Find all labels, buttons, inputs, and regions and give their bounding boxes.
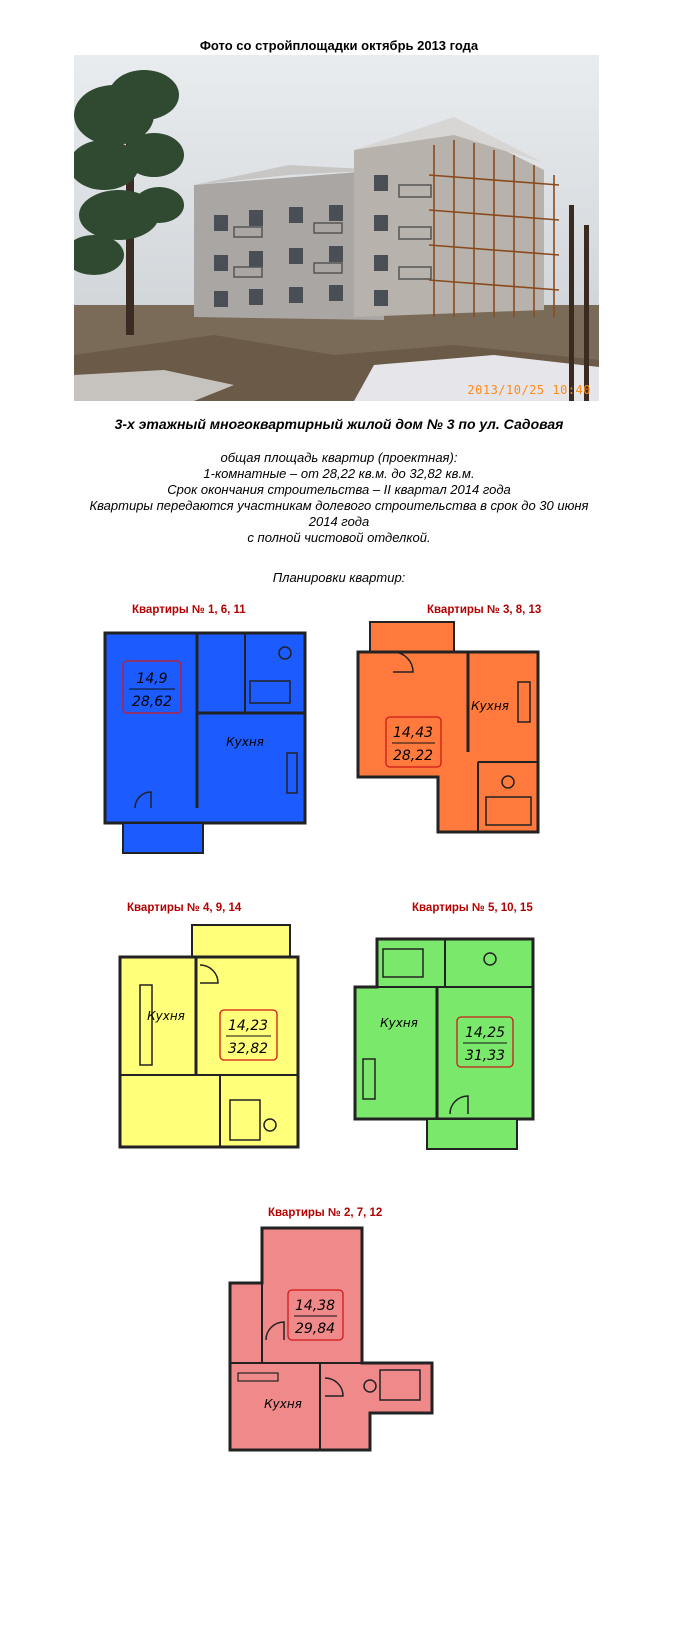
plan-3-total-area: 32,82 (227, 1041, 269, 1057)
info-line: общая площадь квартир (проектная): (220, 450, 458, 465)
plan-title-4: Квартиры № 5, 10, 15 (412, 902, 533, 914)
plan-2-total-area: 28,22 (392, 748, 434, 764)
plans-label: Планировки квартир: (272, 570, 406, 585)
plan-title-2: Квартиры № 3, 8, 13 (427, 604, 542, 616)
floor-plan-2 (358, 622, 558, 842)
floor-plan-1 (105, 633, 315, 863)
plan-5-living-area: 14,38 (294, 1298, 336, 1314)
plan-1-kitchen-label: Кухня (226, 735, 264, 749)
info-line: с полной чистовой отделкой. (247, 530, 431, 545)
plan-4-living-area: 14,25 (464, 1025, 506, 1041)
plan-title-3: Квартиры № 4, 9, 14 (127, 902, 242, 914)
photo-date-stamp: 2013/10/25 10:40 (467, 383, 591, 397)
plan-4-total-area: 31,33 (464, 1048, 506, 1064)
plan-3-living-area: 14,23 (227, 1018, 269, 1034)
info-line: Квартиры передаются участникам долевого строительства в срок до 30 июня (89, 498, 589, 513)
plan-3-kitchen-label: Кухня (147, 1009, 185, 1023)
construction-photo (74, 55, 599, 401)
info-line: 1-комнатные – от 28,22 кв.м. до 32,82 кв.м. (203, 466, 475, 481)
house-heading: 3-х этажный многоквартирный жилой дом № 3 по ул. Садовая (114, 416, 564, 432)
floor-plan-3 (120, 925, 310, 1155)
floor-plan-5 (230, 1228, 445, 1458)
plan-5-kitchen-label: Кухня (264, 1397, 302, 1411)
info-line: 2014 года (308, 514, 370, 529)
plan-1-total-area: 28,62 (131, 694, 173, 710)
floor-plan-4 (355, 939, 535, 1159)
plan-title-1: Квартиры № 1, 6, 11 (132, 604, 246, 616)
plan-2-kitchen-label: Кухня (471, 699, 509, 713)
plan-2-living-area: 14,43 (392, 725, 434, 741)
house-info (40, 450, 638, 546)
plan-title-5: Квартиры № 2, 7, 12 (268, 1207, 383, 1219)
plan-1-living-area: 14,9 (136, 671, 168, 687)
info-line: Срок окончания строительства – II квартал 2014 года (167, 482, 511, 497)
photo-section-title: Фото со стройплощадки октябрь 2013 года (199, 38, 479, 53)
plan-4-kitchen-label: Кухня (380, 1016, 418, 1030)
plan-5-total-area: 29,84 (294, 1321, 336, 1337)
